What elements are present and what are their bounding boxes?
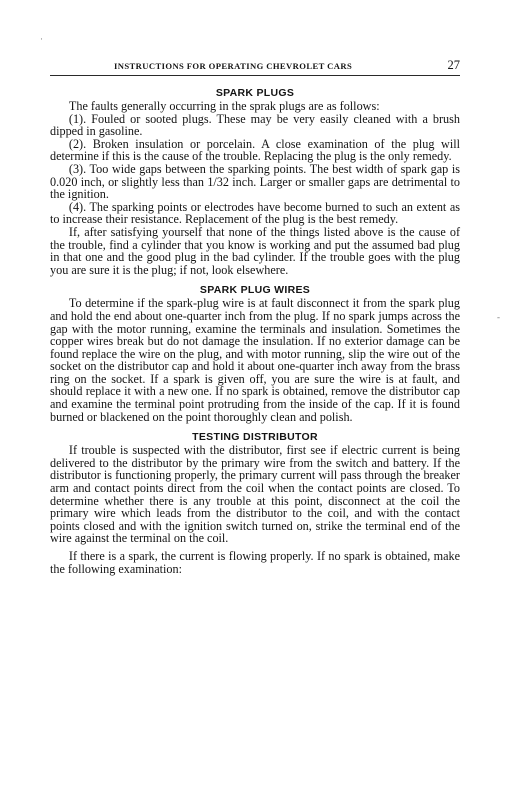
running-header: [50, 58, 460, 76]
header-title: INSTRUCTIONS FOR OPERATING CHEVROLET CARS: [114, 61, 353, 71]
paragraph: If, after satisfying yourself that none of the things listed above is the cause of the trouble, find a cylinder that you know is working and put the assumed bad plug in that one and the good plug in the bad cylinder. If the trouble goes with the plug you are sure it is the plug; if not, look elsewhere.: [50, 224, 460, 277]
section-title-spark-plugs: SPARK PLUGS: [215, 87, 295, 99]
paragraph: (4). The sparking points or electrodes have become burned to such an extent as to increase their resistance. Replacement of the plug is the best remedy.: [50, 199, 460, 227]
paragraph: If there is a spark, the current is flowing properly. If no spark is obtained, make the following examination:: [50, 549, 460, 576]
page-number: 27: [447, 58, 460, 72]
section-title-spark-plug-wires: SPARK PLUG WIRES: [199, 284, 311, 297]
margin-mark-right: -: [497, 312, 500, 322]
paragraph: To determine if the spark-plug wire is at fault disconnect it from the spark plug and hold the end about one-quarter inch from the plug. If no spark jumps across the gap with the motor running, examine the terminals and insulation. Sometimes the copper wires break but do not damage the insulation. If no exterior damage can be found replace the wire on the plug, and with motor running, slip the wire out of the socket on the distributor cap and hold it about one-quarter inch away from the brass ring on the socket. If a spark is given off, you are sure the wire is at fault, and should replace it with a new one. If no spark is obtained, remove the distributor cap and examine the terminal point protruding from the inside of the cap. If it is found burned or blackened on the point thoroughly clean and polish.: [50, 296, 460, 424]
paragraph: If trouble is suspected with the distributor, first see if electric current is being delivered to the distributor by the primary wire from the switch and battery. If the distributor is functioning properly, the primary current will pass through the breaker arm and contact points direct from the coil when the contact points are closed. To determine whether there is any trouble at this point, disconnect at the coil the primary wire which leads from the distributor to the coil, and with the contact points closed and with the ignition switch turned on, strike the terminal end of the wire against the terminal on the coil.: [50, 443, 460, 546]
margin-mark-top: ·: [40, 34, 43, 44]
paragraph: (3). Too wide gaps between the sparking points. The best width of spark gap is 0.020 inch, or slightly less than 1/32 inch. Larger or smaller gaps are detrimental to the ignition.: [50, 161, 460, 202]
paragraph: (1). Fouled or sooted plugs. These may be very easily cleaned with a brush dipped in gasoline.: [50, 111, 460, 139]
section-title-testing-distributor: TESTING DISTRIBUTOR: [192, 431, 318, 444]
document-page: [50, 58, 460, 575]
paragraph: The faults generally occurring in the sprak plugs are as follows:: [68, 99, 380, 113]
paragraph: (2). Broken insulation or porcelain. A close examination of the plug will determine if this is the cause of the trouble. Replacing the plug is the only remedy.: [50, 136, 460, 164]
